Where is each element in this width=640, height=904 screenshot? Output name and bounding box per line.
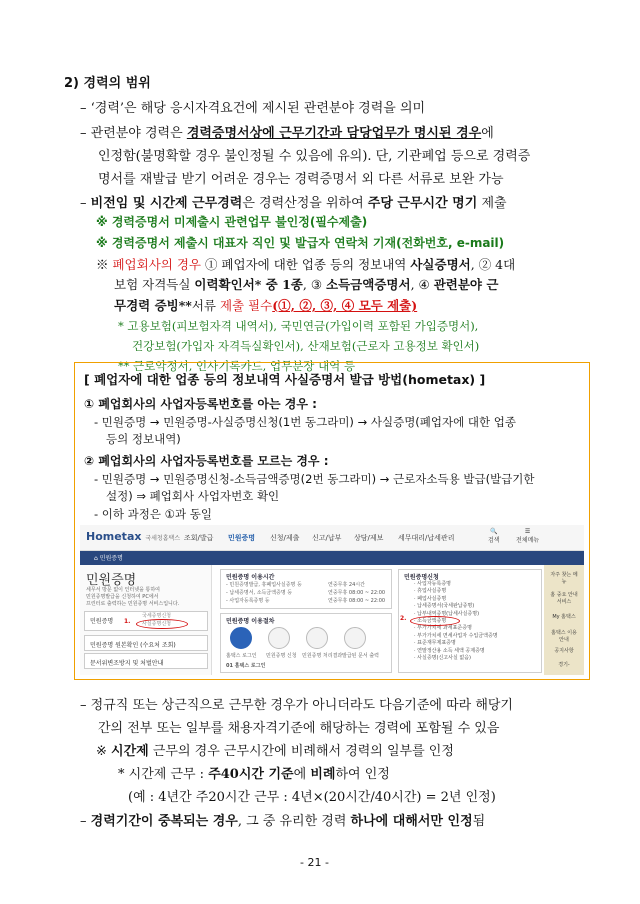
case-1-title: ① 폐업회사의 사업자등록번호를 아는 경우 : [84,397,317,411]
paragraph-2-line2: 인정함(불명확할 경우 불인정될 수 있음에 유의). 단, 기관폐업 등으로 경력증 [98,149,531,164]
after-line4: * 시간제 근무 : 주40시간 기준에 비례하여 인정 [118,767,390,782]
circle-1-highlight [136,619,188,629]
desc-text: 세무서 방문 없이 인터넷을 통하여 민원증명발급을 신청하여 PC에서 프린터로 출력하는 민원증명 서비스입니다. [86,587,180,607]
star-note-2: ** 근로약정서, 인사기록카드, 업무분장 내역 등 [118,359,356,373]
case-1-line2: 등의 정보내역) [106,432,181,446]
case-2-line1: - 민원증명 → 민원증명신청-소득금액증명(2번 동그라미) → 근로자소득용 발급(발급기한 [94,472,535,486]
submenu-item-fact[interactable]: 사실증명신청 [142,621,171,627]
marker-2: 2. [400,615,407,622]
paragraph-2-line3: 명서를 재발급 받기 어려운 경우는 경력증명서 외 다른 서류로 보완 가능 [98,172,504,187]
quick-menu-item[interactable]: 홈택스 이용안내 [551,630,577,643]
closed-company-note-line3: 무경력 증빙**서류 제출 필수(①, ②, ③, ④ 모두 제출) [114,298,418,313]
star-note-1b: 건강보험(가입자 자격득실확인서), 산재보험(근로자 고용정보 확인서) [132,339,480,353]
page-title: 민원증명 [86,573,137,588]
green-note-2: ※ 경력증명서 제출시 대표자 직인 및 발급자 연락처 기재(전화번호, e-mail) [96,236,505,250]
nav-item[interactable]: 상담/제보 [354,534,384,542]
after-line5: (예 : 4년간 주20시간 근무 : 4년×(20시간/40시간) = 2년 인정) [128,790,496,805]
hometax-logo[interactable]: Hometax 국세청홈택스 [86,530,181,543]
step-label: 민원증명 신청 [266,653,297,659]
left-menu-item[interactable]: 민원증명 [84,611,208,631]
search-icon[interactable]: 🔍 검색 [488,528,500,544]
quick-menu-item[interactable]: 홈 중요 안내 서비스 [550,592,578,605]
after-line2: 간의 전부 또는 일부를 채용자격기준에 해당하는 경력에 포함될 수 있음 [98,721,500,736]
submenu-item[interactable]: 국세증명신청 [142,613,171,619]
step-label: 민원증명 처리결과 [302,653,343,659]
step-circle [306,627,328,649]
case-2-line3: - 이하 과정은 ①과 동일 [94,507,212,521]
procedure-title: 민원증명 이용절차 [226,618,275,625]
closed-company-note-line2: 보험 자격득실 이력확인서* 중 1종, ③ 소득금액증명서, ④ 관련분야 근 [114,277,499,292]
star-note-1: * 고용보험(피보험자격 내역서), 국민연금(가입이력 포함된 가입증명서), [118,319,479,333]
page-number: - 21 - [300,856,329,869]
hours-row: - 민원증명발급, 휴폐업사실증명 등 [226,582,302,588]
nav-item[interactable]: 신청/제출 [270,534,300,542]
after-line1: – 정규직 또는 상근직으로 근무한 경우가 아니더라도 다음기준에 따라 해당기 [80,698,513,713]
left-menu-item[interactable]: 문서위변조방지 및 처벌안내 [84,653,208,669]
step-label: 홈택스 로그인 [226,653,257,659]
box-title: [ 폐업자에 대한 업종 등의 정보내역 사실증명서 발급 방법(hometax) ] [84,372,486,387]
apply-list[interactable]: · 사업자등록증명 · 휴업사실증명 · 폐업사실증명 · 납세증명서(국세완납증명) · 납부내역증명(납세사실증명) · 소득금액증명 · 부가가치세 과세표준증명 · 부가가치세 면세사업자 수입금액증명 · 표준재무제표증명 · 연말정산용 소득 세액 공제증명 · 사실증명(신고사실 없음) [414,581,498,662]
case-2-line2: 설정) ⇒ 폐업회사 사업자번호 확인 [106,489,280,503]
nav-item[interactable]: 신고/납부 [312,534,342,542]
step-circle [344,627,366,649]
nav-item-selected[interactable]: 민원증명 [228,534,256,542]
paragraph-2: – 관련분야 경력은 경력증명서상에 근무기간과 담당업무가 명시된 경우에 [80,126,494,141]
left-menu-item[interactable]: 민원증명 원본확인 (수요처 조회) [84,635,208,651]
quick-menu-item[interactable]: 자주 찾는 메뉴 [550,572,578,585]
step-circle [268,627,290,649]
hours-row: - 납세증명서, 소득금액증명 등 [226,590,293,596]
hours-value: 연중무휴 08:00 ~ 22:00 [328,598,386,604]
breadcrumb[interactable]: ⌂ 민원증명 [94,555,123,562]
section-heading: 2) 경력의 범위 [64,76,151,91]
hours-value: 연중무휴 24시간 [328,582,365,588]
nav-item[interactable]: 조회/발급 [184,534,214,542]
step-desc: 01 홈택스 로그인 [226,663,266,669]
case-2-title: ② 폐업회사의 사업자등록번호를 모르는 경우 : [84,454,329,468]
circle-2-highlight [410,616,460,626]
marker-1: 1. [124,618,131,625]
step-circle [230,627,252,649]
quick-menu-item[interactable]: 공지사항 [554,648,574,654]
quick-menu-item[interactable]: My 홈택스 [552,614,576,620]
after-line6: – 경력기간이 중복되는 경우, 그 중 유리한 경력 하나에 대해서만 인정됨 [80,814,486,829]
step-label: 발급된 문서 출력 [342,653,379,659]
closed-company-note: ※ 폐업회사의 경우 ① 폐업자에 대한 업종 등의 정보내역 사실증명서, ② 4대 [96,257,516,272]
green-note-1: ※ 경력증명서 미제출시 관련업무 불인정(필수제출) [96,215,368,229]
menu-icon[interactable]: ☰ 전체메뉴 [516,528,540,544]
case-1-line1: - 민원증명 → 민원증명-사실증명신청(1번 동그라미) → 사실증명(폐업자에 대한 업종 [94,415,516,429]
paragraph-3: – 비전임 및 시간제 근무경력은 경력산정을 위하여 주당 근무시간 명기 제출 [80,196,507,211]
nav-item[interactable]: 세무대리/납세관리 [398,534,455,542]
hours-title: 민원증명 이용시간 [226,574,275,581]
paragraph-1: – ‘경력’은 해당 응시자격요건에 제시된 관련분야 경력을 의미 [80,101,426,116]
apply-title: 민원증명신청 [404,574,439,581]
hometax-screenshot [80,525,584,675]
hours-value: 연중무휴 08:00 ~ 22:00 [328,590,386,596]
after-line3: ※ 시간제 근무의 경우 근무시간에 비례해서 경력의 일부를 인정 [96,744,454,759]
quick-menu-item[interactable]: 경기- [558,662,570,668]
hours-row: - 사업자등록증명 등 [226,598,270,604]
breadcrumb-bar [80,551,584,565]
